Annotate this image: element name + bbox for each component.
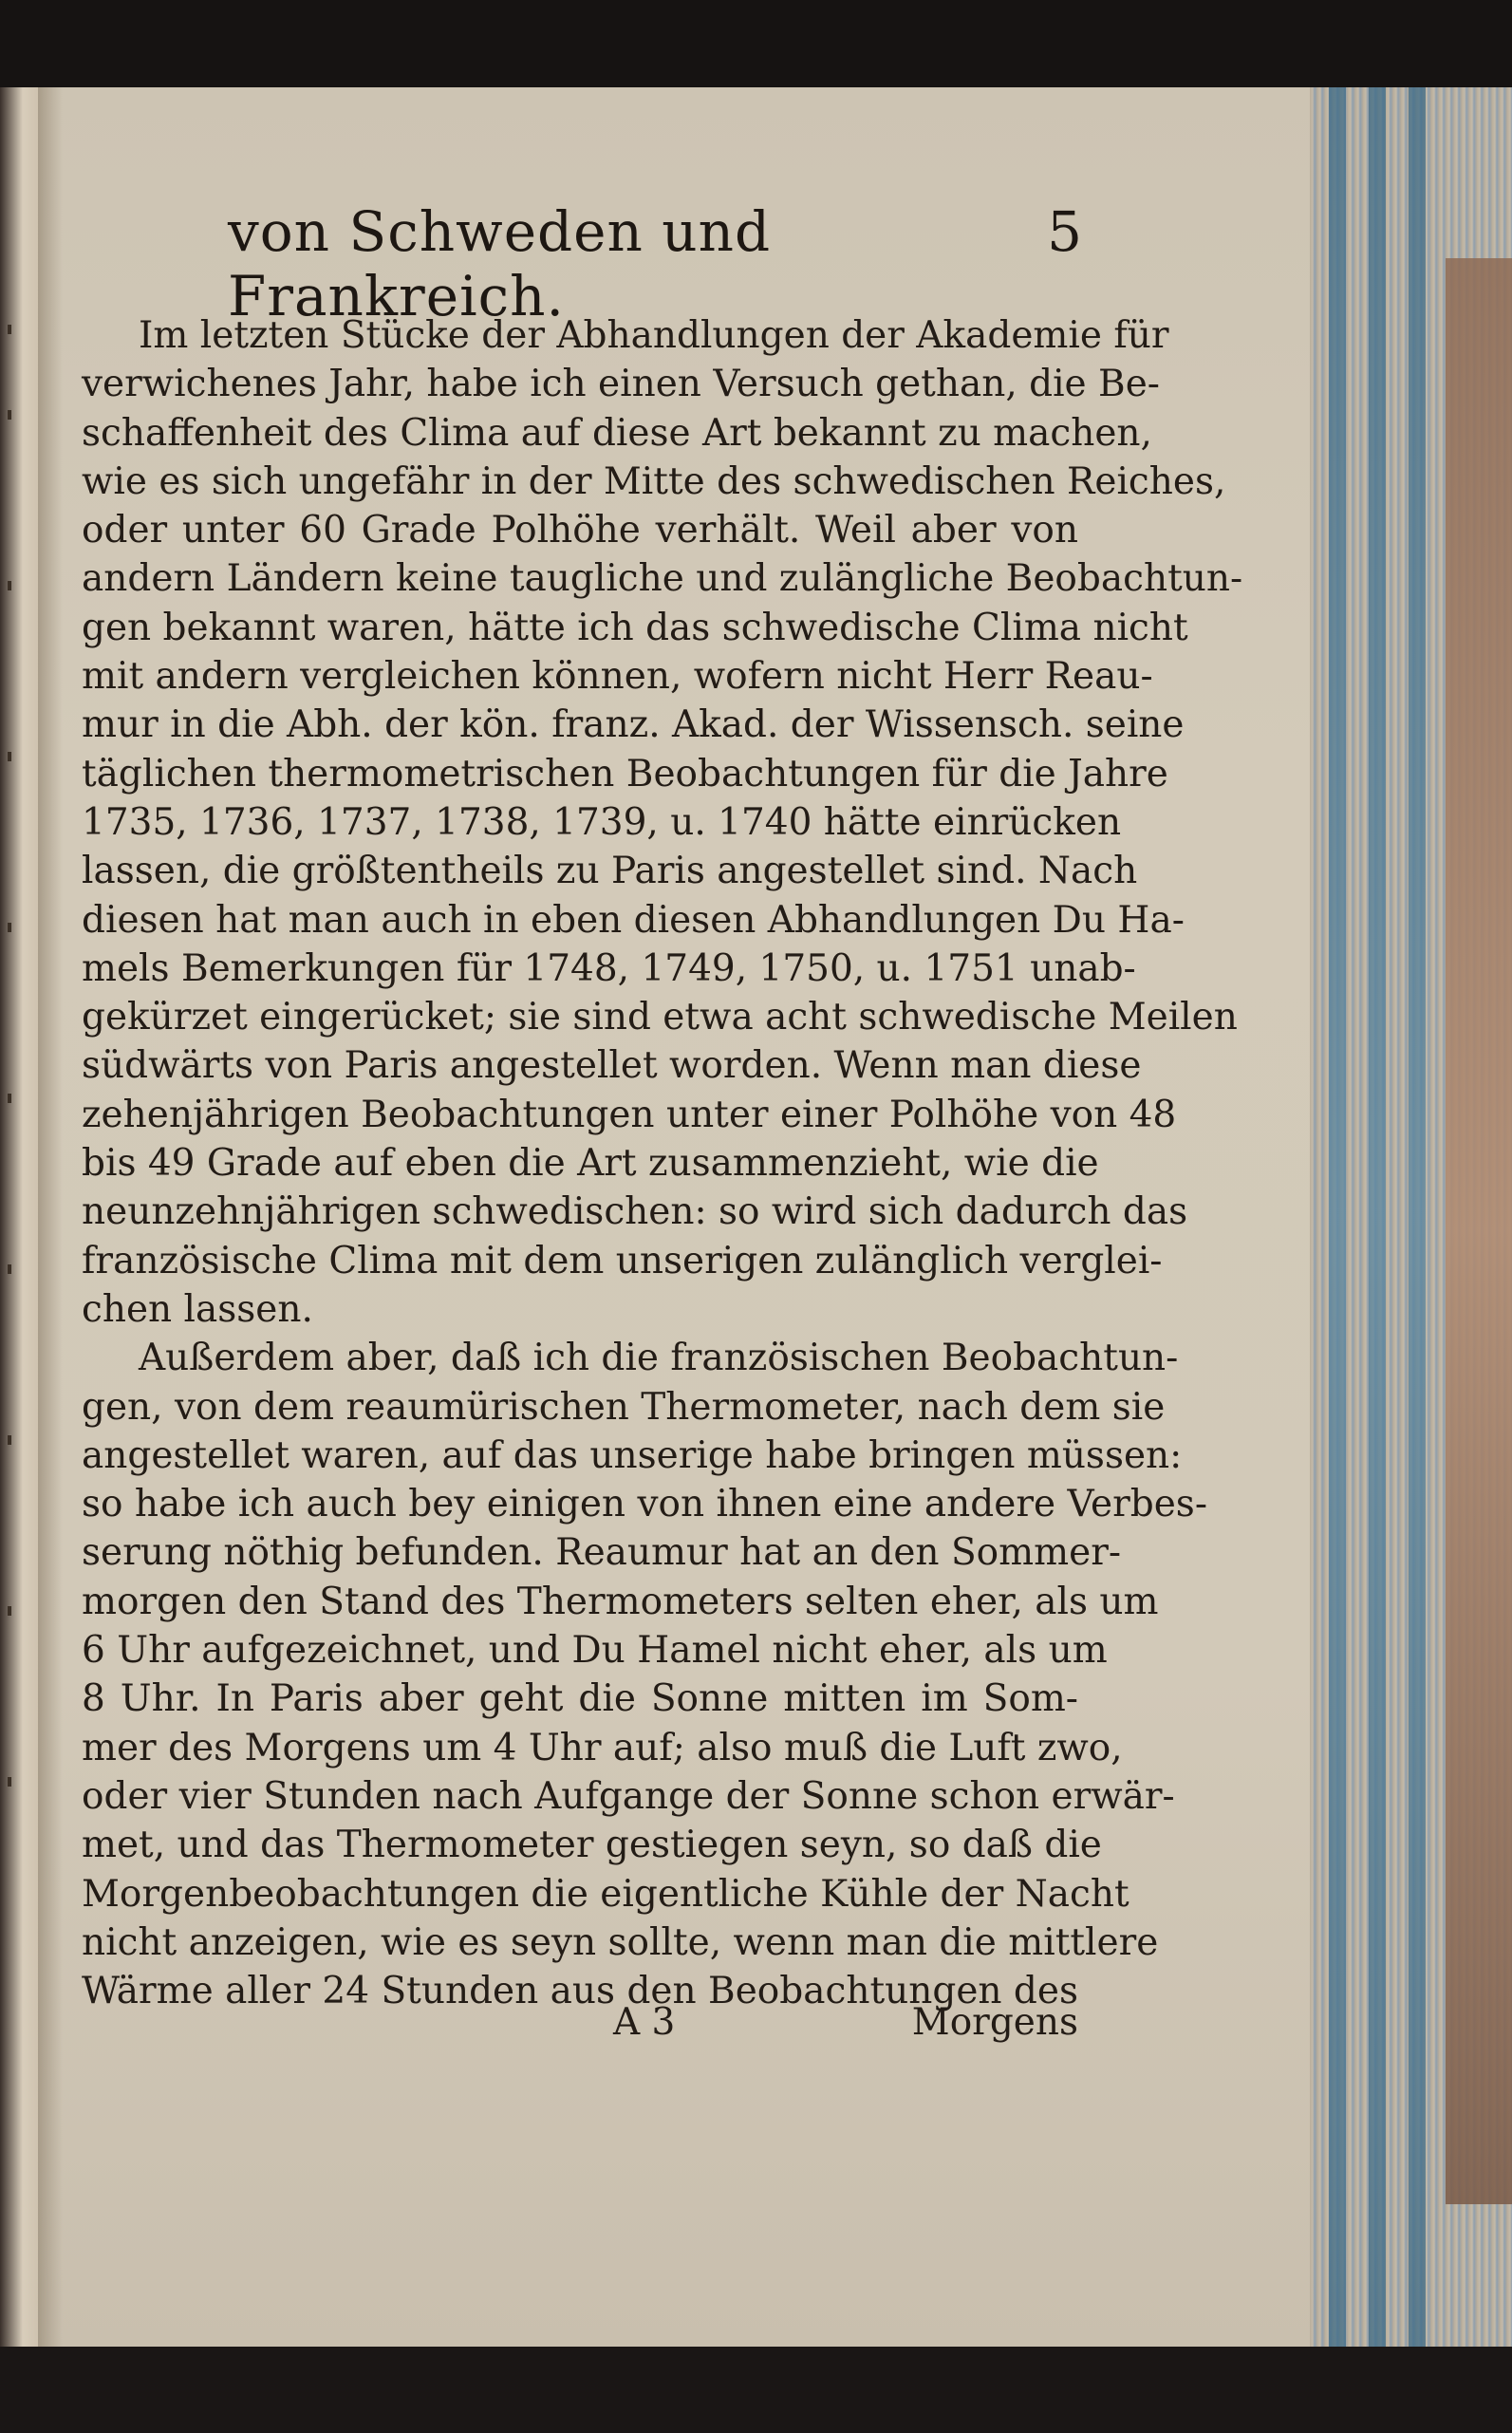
text-line: mur in die Abh. der kön. franz. Akad. der Wissensch. seine xyxy=(82,703,1185,747)
text-line: neunzehnjährigen schwedischen: so wird sich dadurch das xyxy=(82,1190,1188,1234)
page-header xyxy=(228,199,1082,328)
running-head: von Schweden und Frankreich. xyxy=(228,199,772,328)
edge-mark xyxy=(8,325,11,334)
text-line: gen, von dem reaumürischen Thermometer, nach dem sie xyxy=(82,1385,1166,1429)
edge-mark xyxy=(8,1094,11,1103)
text-line: französische Clima mit dem unserigen zulänglich verglei- xyxy=(82,1239,1163,1282)
text-line: gekürzet eingerücket; sie sind etwa acht schwedische Meilen xyxy=(82,996,1238,1039)
text-line: morgen den Stand des Thermometers selten eher, als um xyxy=(82,1580,1159,1623)
edge-color-band xyxy=(1369,87,1386,2347)
page-number: 5 xyxy=(1047,199,1082,264)
text-line: mer des Morgens um 4 Uhr auf; also muß die Luft zwo, xyxy=(82,1726,1123,1769)
text-line: wie es sich ungefähr in der Mitte des schwedischen Reiches, xyxy=(82,459,1226,503)
edge-mark xyxy=(8,1264,11,1274)
edge-color-band xyxy=(1329,87,1346,2347)
text-line: Morgenbeobachtungen die eigentliche Kühle der Nacht xyxy=(82,1872,1129,1916)
text-line: lassen, die größtentheils zu Paris angestellet sind. Nach xyxy=(82,850,1138,893)
edge-mark xyxy=(8,1435,11,1445)
book-cover-edge xyxy=(1446,258,1512,2204)
text-line: nicht anzeigen, wie es seyn sollte, wenn man die mittlere xyxy=(82,1920,1159,1964)
text-line: chen lassen. xyxy=(82,1287,313,1331)
edge-mark xyxy=(8,1777,11,1787)
text-line: 8 Uhr. In Paris aber geht die Sonne mitten im Som- xyxy=(82,1677,1078,1721)
text-line: Außerdem aber, daß ich die französischen Beobachtun- xyxy=(139,1337,1179,1380)
text-line: Wärme aller 24 Stunden aus den Beobachtungen des xyxy=(82,1970,1078,2013)
scan-background-bottom xyxy=(0,2347,1512,2433)
edge-mark xyxy=(8,581,11,590)
edge-mark xyxy=(8,923,11,932)
edge-color-band xyxy=(1409,87,1426,2347)
text-line: gen bekannt waren, hätte ich das schwedische Clima nicht xyxy=(82,606,1188,649)
scan-background-top xyxy=(0,0,1512,87)
page-gutter-shadow xyxy=(38,87,63,2347)
catchword: Morgens xyxy=(911,2001,1078,2044)
text-line: täglichen thermometrischen Beobachtungen für die Jahre xyxy=(82,752,1168,795)
text-line: mit andern vergleichen können, wofern nicht Herr Reau- xyxy=(82,655,1153,699)
text-line: verwichenes Jahr, habe ich einen Versuch gethan, die Be- xyxy=(82,363,1160,406)
text-line: diesen hat man auch in eben diesen Abhandlungen Du Ha- xyxy=(82,898,1185,942)
text-line: oder unter 60 Grade Polhöhe verhält. Weil aber von xyxy=(82,509,1078,552)
text-line: so habe ich auch bey einigen von ihnen eine andere Verbes- xyxy=(82,1483,1207,1526)
text-line: andern Ländern keine taugliche und zulängliche Beobachtun- xyxy=(82,557,1243,601)
signature-mark: A 3 xyxy=(613,2001,676,2044)
text-line: bis 49 Grade auf eben die Art zusammenzieht, wie die xyxy=(82,1142,1099,1186)
text-line: 6 Uhr aufgezeichnet, und Du Hamel nicht eher, als um xyxy=(82,1629,1108,1673)
text-line: serung nöthig befunden. Reaumur hat an den Sommer- xyxy=(82,1531,1122,1575)
edge-mark xyxy=(8,1606,11,1616)
edge-mark xyxy=(8,752,11,761)
text-line: 1735, 1736, 1737, 1738, 1739, u. 1740 hätte einrücken xyxy=(82,800,1122,844)
text-line: oder vier Stunden nach Aufgange der Sonne schon erwär- xyxy=(82,1774,1175,1818)
edge-mark xyxy=(8,410,11,420)
facing-page-edge xyxy=(0,87,38,2366)
text-line: angestellet waren, auf das unserige habe bringen müssen: xyxy=(82,1433,1183,1477)
text-line: mels Bemerkungen für 1748, 1749, 1750, u. 1751 unab- xyxy=(82,946,1136,990)
page-footer xyxy=(82,2001,1078,2054)
text-line: südwärts von Paris angestellet worden. Wenn man diese xyxy=(82,1044,1142,1088)
text-line: schaffenheit des Clima auf diese Art bekannt zu machen, xyxy=(82,411,1152,455)
text-line: Im letzten Stücke der Abhandlungen der Akademie für xyxy=(139,314,1169,357)
text-line: zehenjährigen Beobachtungen unter einer Polhöhe von 48 xyxy=(82,1093,1177,1136)
text-line: met, und das Thermometer gestiegen seyn, so daß die xyxy=(82,1824,1102,1867)
book-fore-edge xyxy=(1310,87,1512,2347)
body-text xyxy=(82,311,1243,2015)
